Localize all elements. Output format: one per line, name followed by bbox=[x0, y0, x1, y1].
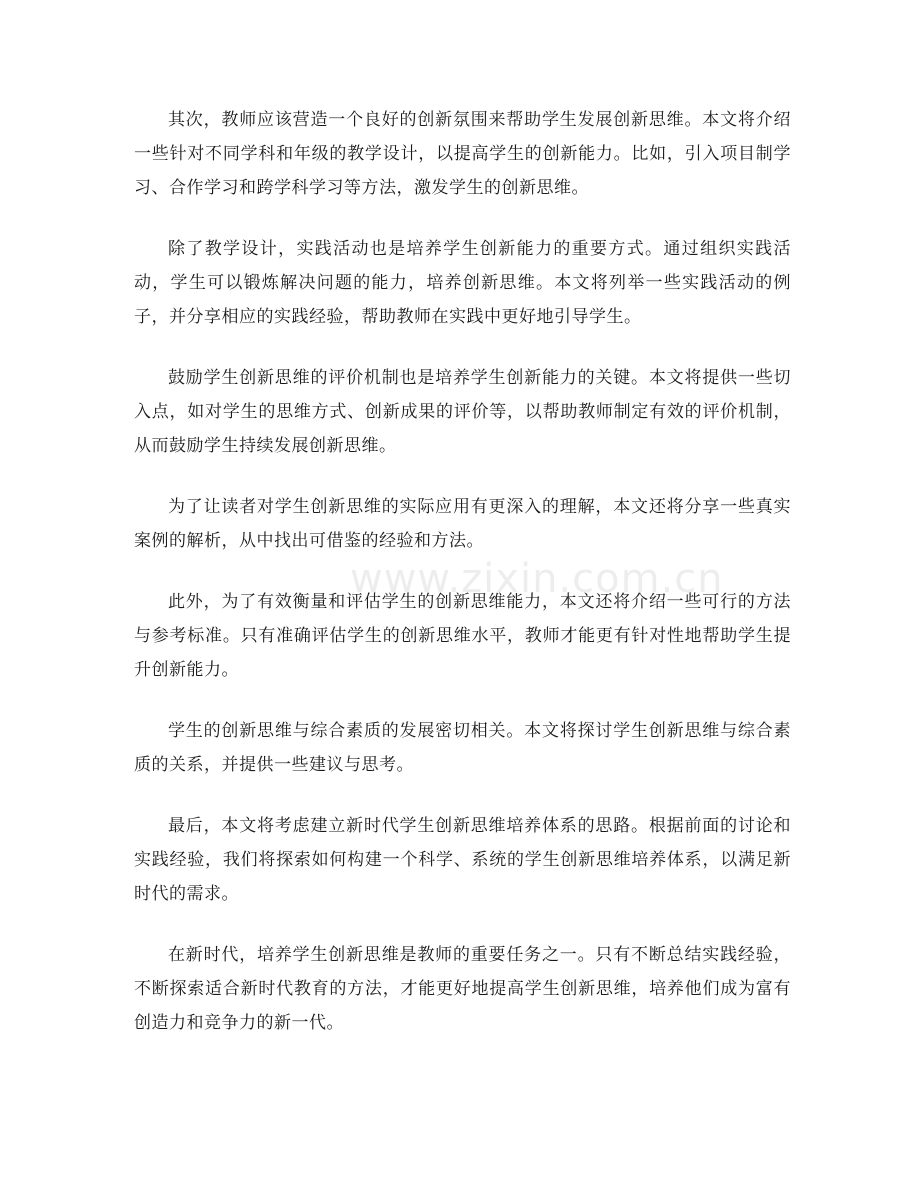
paragraph-1: 其次，教师应该营造一个良好的创新氛围来帮助学生发展创新思维。本文将介绍一些针对不同学科和年级的教学设计，以提高学生的创新能力。比如，引入项目制学习、合作学习和跨学科学习等方法，激发学生的创新思维。 bbox=[134, 110, 791, 198]
paragraph-7: 最后，本文将考虑建立新时代学生创新思维培养体系的思路。根据前面的讨论和实践经验，我们将探索如何构建一个科学、系统的学生创新思维培养体系，以满足新时代的需求。 bbox=[134, 816, 791, 904]
paragraph-2: 除了教学设计，实践活动也是培养学生创新能力的重要方式。通过组织实践活动，学生可以锻炼解决问题的能力，培养创新思维。本文将列举一些实践活动的例子，并分享相应的实践经验，帮助教师在实践中更好地引导学生。 bbox=[134, 239, 791, 327]
paragraph-6: 学生的创新思维与综合素质的发展密切相关。本文将探讨学生创新思维与综合素质的关系，并提供一些建议与思考。 bbox=[134, 721, 791, 775]
paragraph-8: 在新时代，培养学生创新思维是教师的重要任务之一。只有不断总结实践经验，不断探索适合新时代教育的方法，才能更好地提高学生创新思维，培养他们成为富有创造力和竞争力的新一代。 bbox=[134, 945, 791, 1033]
paragraph-3: 鼓励学生创新思维的评价机制也是培养学生创新能力的关键。本文将提供一些切入点，如对学生的思维方式、创新成果的评价等，以帮助教师制定有效的评价机制，从而鼓励学生持续发展创新思维。 bbox=[134, 368, 791, 456]
document-body bbox=[134, 103, 791, 1067]
watermark-text: www.zixin.com.cn bbox=[350, 556, 724, 602]
paragraph-4: 为了让读者对学生创新思维的实际应用有更深入的理解，本文还将分享一些真实案例的解析，从中找出可借鉴的经验和方法。 bbox=[134, 497, 791, 551]
paragraph-5: 此外，为了有效衡量和评估学生的创新思维能力，本文还将介绍一些可行的方法与参考标准。只有准确评估学生的创新思维水平，教师才能更有针对性地帮助学生提升创新能力。 bbox=[134, 592, 791, 680]
